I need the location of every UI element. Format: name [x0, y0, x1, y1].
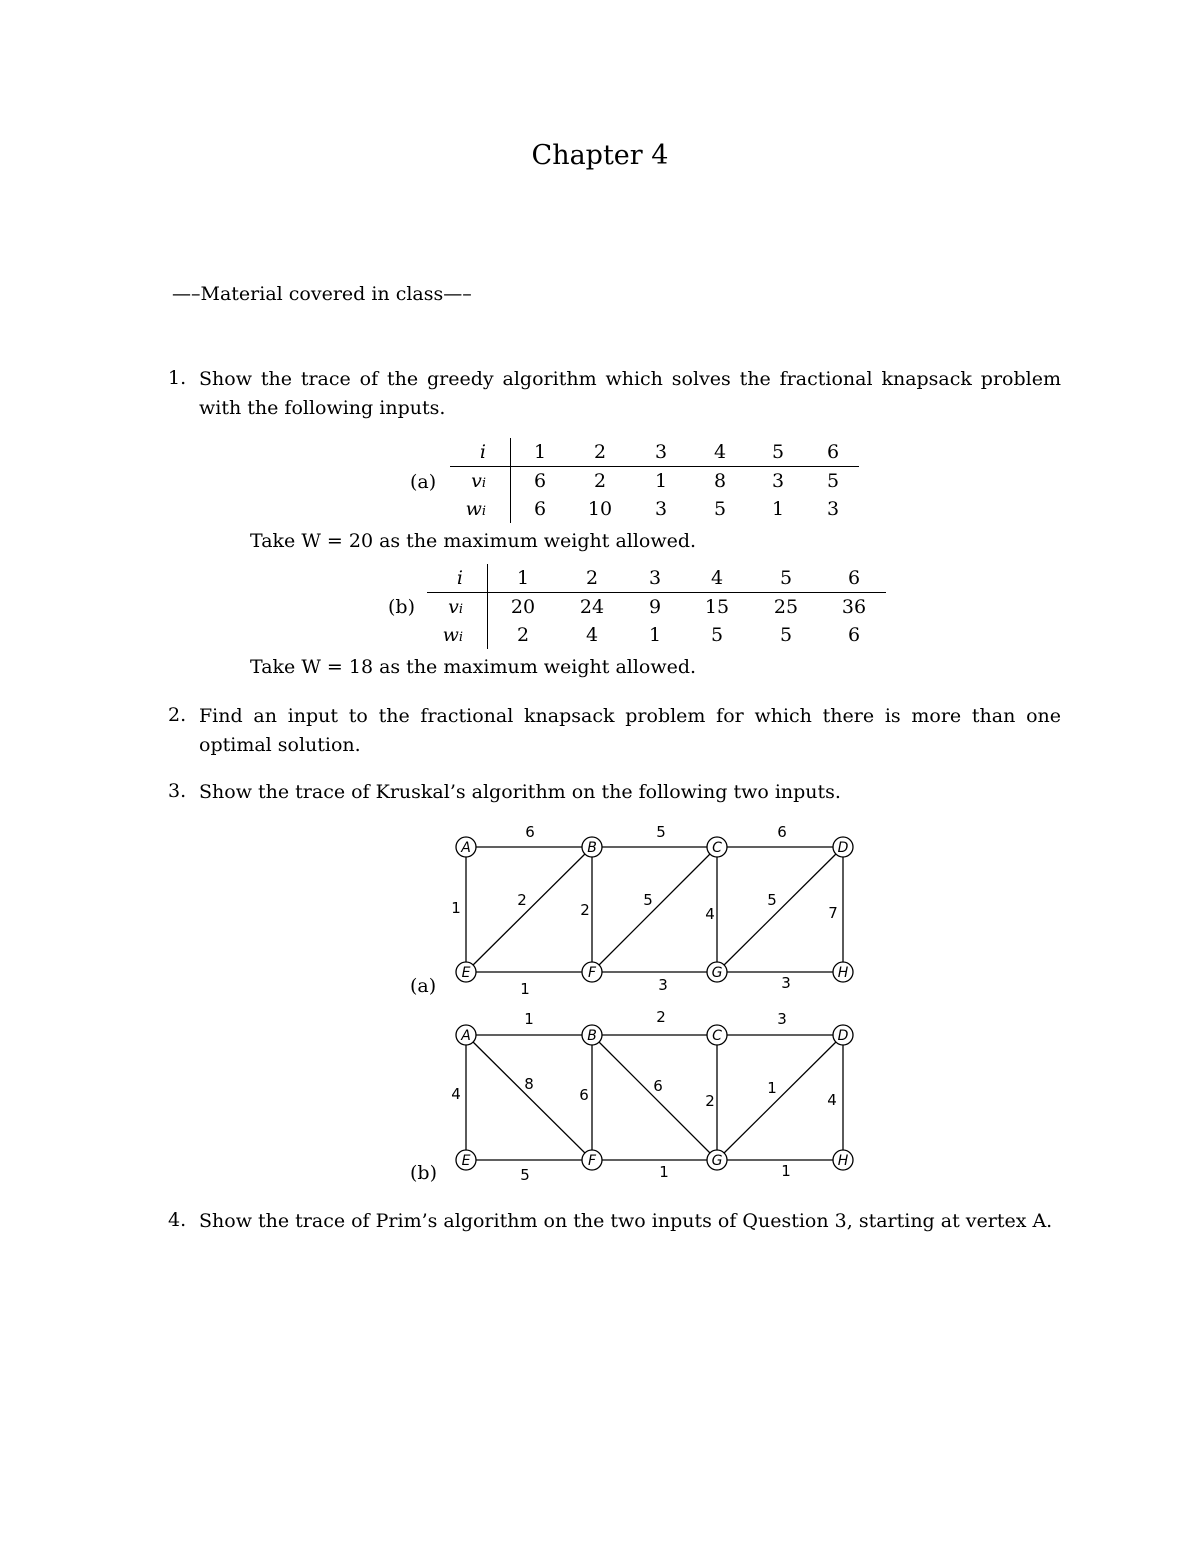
table-cell: 5 — [713, 498, 727, 520]
page-title: Chapter 4 — [531, 140, 669, 171]
row-header-v-main: v — [471, 470, 482, 492]
edge-weight-B-C: 2 — [656, 1008, 666, 1026]
row-header-i: i — [450, 438, 511, 467]
edge-G-D — [717, 1035, 843, 1160]
table-cell: 3 — [654, 498, 668, 520]
table-cell: 1 — [654, 470, 668, 492]
table-cell: 5 — [826, 470, 840, 492]
section-heading: —–Material covered in class—– — [172, 283, 472, 305]
edge-weight-E-B: 2 — [517, 891, 527, 909]
edge-weight-A-B: 6 — [525, 823, 535, 841]
node-label-H: H — [837, 965, 849, 981]
table-cell: 15 — [704, 596, 730, 618]
table-cell: 2 — [558, 564, 626, 593]
table-cell: 6 — [847, 624, 861, 646]
table-a-label: (a) — [410, 471, 437, 493]
node-label-H: H — [837, 1153, 849, 1169]
edge-weight-C-G: 4 — [705, 905, 715, 923]
row-header-subscript: i — [481, 476, 486, 491]
edge-F-C — [592, 847, 717, 972]
edge-weight-G-D: 1 — [767, 1079, 777, 1097]
node-label-C: C — [712, 1028, 722, 1044]
edge-weight-A-B: 1 — [524, 1010, 534, 1028]
graph-a — [451, 823, 853, 998]
node-label-A: A — [461, 1028, 471, 1044]
node-label-D: D — [837, 1028, 849, 1044]
table-cell: 3 — [826, 498, 840, 520]
row-header-i: i — [427, 564, 488, 593]
question-2-number: 2. — [168, 704, 187, 726]
question-3-number: 3. — [168, 780, 187, 802]
table-cell: 5 — [710, 624, 724, 646]
table-cell: 3 — [631, 438, 691, 467]
table-b-note: Take W = 18 as the maximum weight allowed. — [250, 656, 697, 678]
edge-weight-A-E: 1 — [451, 899, 461, 917]
edge-weight-B-F: 6 — [579, 1086, 589, 1104]
table-cell: 25 — [773, 596, 799, 618]
table-cell: 5 — [749, 438, 807, 467]
graph-b-label: (b) — [410, 1162, 437, 1184]
node-label-E: E — [461, 965, 471, 981]
question-2-text: Find an input to the fractional knapsack problem for which there is more than one optimal solution. — [199, 705, 1061, 756]
node-label-D: D — [837, 840, 849, 856]
table-cell: 1 — [511, 438, 570, 467]
table-cell: 2 — [593, 470, 607, 492]
table-cell: 6 — [807, 438, 859, 467]
table-cell: 1 — [771, 498, 785, 520]
row-header-subscript: i — [458, 630, 463, 645]
row-header-subscript: i — [481, 504, 486, 519]
node-label-E: E — [461, 1153, 471, 1169]
node-label-G: G — [711, 1153, 723, 1169]
question-3-text: Show the trace of Kruskal’s algorithm on the following two inputs. — [199, 781, 841, 803]
row-header-w-main: w — [465, 498, 482, 520]
edge-weight-D-H: 7 — [828, 904, 838, 922]
row-header-v-main: v — [448, 596, 459, 618]
table-cell: 4 — [684, 564, 750, 593]
edge-weight-C-D: 6 — [777, 823, 787, 841]
table-cell: 4 — [691, 438, 749, 467]
table-cell: 2 — [569, 438, 631, 467]
table-cell: 4 — [585, 624, 599, 646]
edge-weight-E-F: 1 — [520, 980, 530, 998]
node-label-G: G — [711, 965, 723, 981]
edge-weight-G-D: 5 — [767, 891, 777, 909]
table-cell: 5 — [779, 624, 793, 646]
edge-weight-F-C: 5 — [643, 891, 653, 909]
edge-weight-D-H: 4 — [827, 1091, 837, 1109]
table-cell: 9 — [648, 596, 662, 618]
edge-G-D — [717, 847, 843, 972]
question-1-text: Show the trace of the greedy algorithm which solves the fractional knapsack problem with the following inputs. — [199, 368, 1061, 419]
edge-weight-G-H: 1 — [781, 1162, 791, 1180]
table-cell: 3 — [626, 564, 684, 593]
table-cell: 5 — [750, 564, 822, 593]
table-cell: 1 — [648, 624, 662, 646]
node-label-B: B — [587, 1028, 597, 1044]
edge-A-F — [466, 1035, 592, 1160]
edge-weight-B-G: 6 — [653, 1077, 663, 1095]
row-header-subscript: i — [458, 602, 463, 617]
edge-weight-F-G: 1 — [659, 1163, 669, 1181]
node-label-F: F — [587, 1153, 597, 1169]
node-label-F: F — [587, 965, 597, 981]
table-cell: 2 — [488, 621, 559, 649]
edge-weight-E-F: 5 — [520, 1166, 530, 1184]
table-cell: 36 — [841, 596, 867, 618]
edge-weight-G-H: 3 — [781, 974, 791, 992]
question-4-number: 4. — [168, 1209, 187, 1231]
table-b-label: (b) — [388, 596, 415, 618]
question-1-number: 1. — [168, 367, 187, 389]
edge-B-G — [592, 1035, 717, 1160]
table-cell: 20 — [488, 593, 559, 622]
table-cell: 6 — [511, 495, 570, 523]
edge-weight-A-E: 4 — [451, 1085, 461, 1103]
table-cell: 24 — [579, 596, 605, 618]
question-4-text: Show the trace of Prim’s algorithm on the two inputs of Question 3, starting at vertex A. — [199, 1210, 1053, 1232]
edge-weight-C-G: 2 — [705, 1092, 715, 1110]
graph-b — [451, 1008, 853, 1184]
graph-a-label: (a) — [410, 975, 437, 997]
edge-weight-C-D: 3 — [777, 1010, 787, 1028]
table-cell: 10 — [587, 498, 613, 520]
table-a-note: Take W = 20 as the maximum weight allowed. — [250, 530, 697, 552]
edge-weight-B-F: 2 — [580, 901, 590, 919]
edge-weight-F-G: 3 — [658, 976, 668, 994]
node-label-A: A — [461, 840, 471, 856]
node-label-B: B — [587, 840, 597, 856]
edge-weight-B-C: 5 — [656, 823, 666, 841]
table-cell: 8 — [713, 470, 727, 492]
edge-E-B — [466, 847, 592, 972]
table-cell: 6 — [822, 564, 886, 593]
table-cell: 6 — [511, 467, 570, 496]
table-cell: 1 — [488, 564, 559, 593]
node-label-C: C — [712, 840, 722, 856]
row-header-w-main: w — [442, 624, 459, 646]
table-cell: 3 — [771, 470, 785, 492]
edge-weight-A-F: 8 — [524, 1075, 534, 1093]
